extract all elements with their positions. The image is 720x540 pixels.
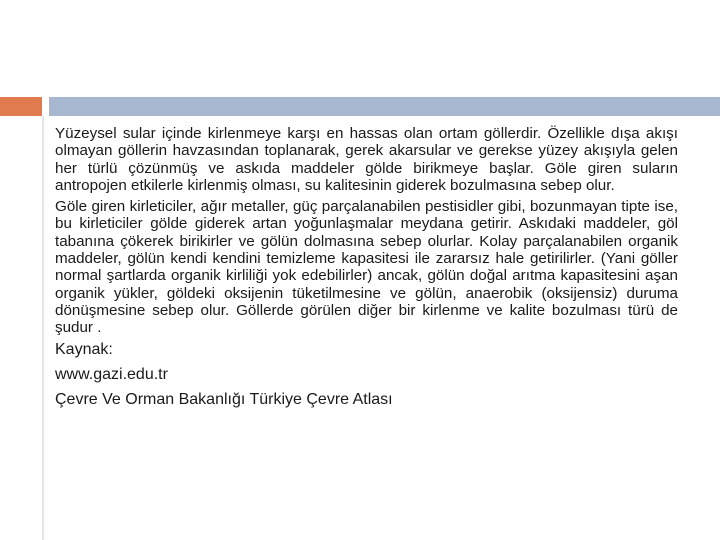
paragraph-lake-pollution: Yüzeysel sular içinde kirlenmeye karşı en hassas olan ortam göllerdir. Özellikle dışa akışı olmayan göllerin havzasından toplanarak, gerek akarsular ve gerekse yüzey akışıyla gelen her türlü çözünmüş ve askıda maddeler gölde birikmeye başlar. Göle giren suların antropojen etkilerle kirlenmiş olması, su kalitesinin giderek bozulmasına sebep olur. [55,125,678,194]
header-bar [0,97,720,116]
source-url: www.gazi.edu.tr [55,365,168,383]
source-label: Kaynak: [55,340,113,358]
left-divider [42,116,44,540]
slide-body [55,125,678,416]
header-accent-orange [0,97,42,116]
paragraph-pollutants: Göle giren kirleticiler, ağır metaller, güç parçalanabilen pestisidler gibi, bozunmayan tipte ise, bu kirleticiler gölde giderek artan yoğunlaşmalar meydana getirir. Askıdaki maddeler, göl tabanına çökerek birikirler ve gölün dolmasına sebep olurlar. Kolay parçalanabilen organik maddeler, gölün kendi kendini temizleme kapasitesi ile zararsız hale getirilirler. (Yani göller normal şartlarda organik kirliliği yok edebilirler) ancak, gölün doğal arıtma kapasitesini aşan organik yükler, göldeki oksijenin tüketilmesine ve gölün, anaerobik (oksijensiz) duruma dönüşmesine sebep olur. Göllerde görülen diğer bir kirlenme ve kalite bozulması türü de şudur . [55,198,678,337]
header-accent-blue [49,97,720,116]
source-atlas: Çevre Ve Orman Bakanlığı Türkiye Çevre Atlası [55,390,393,408]
